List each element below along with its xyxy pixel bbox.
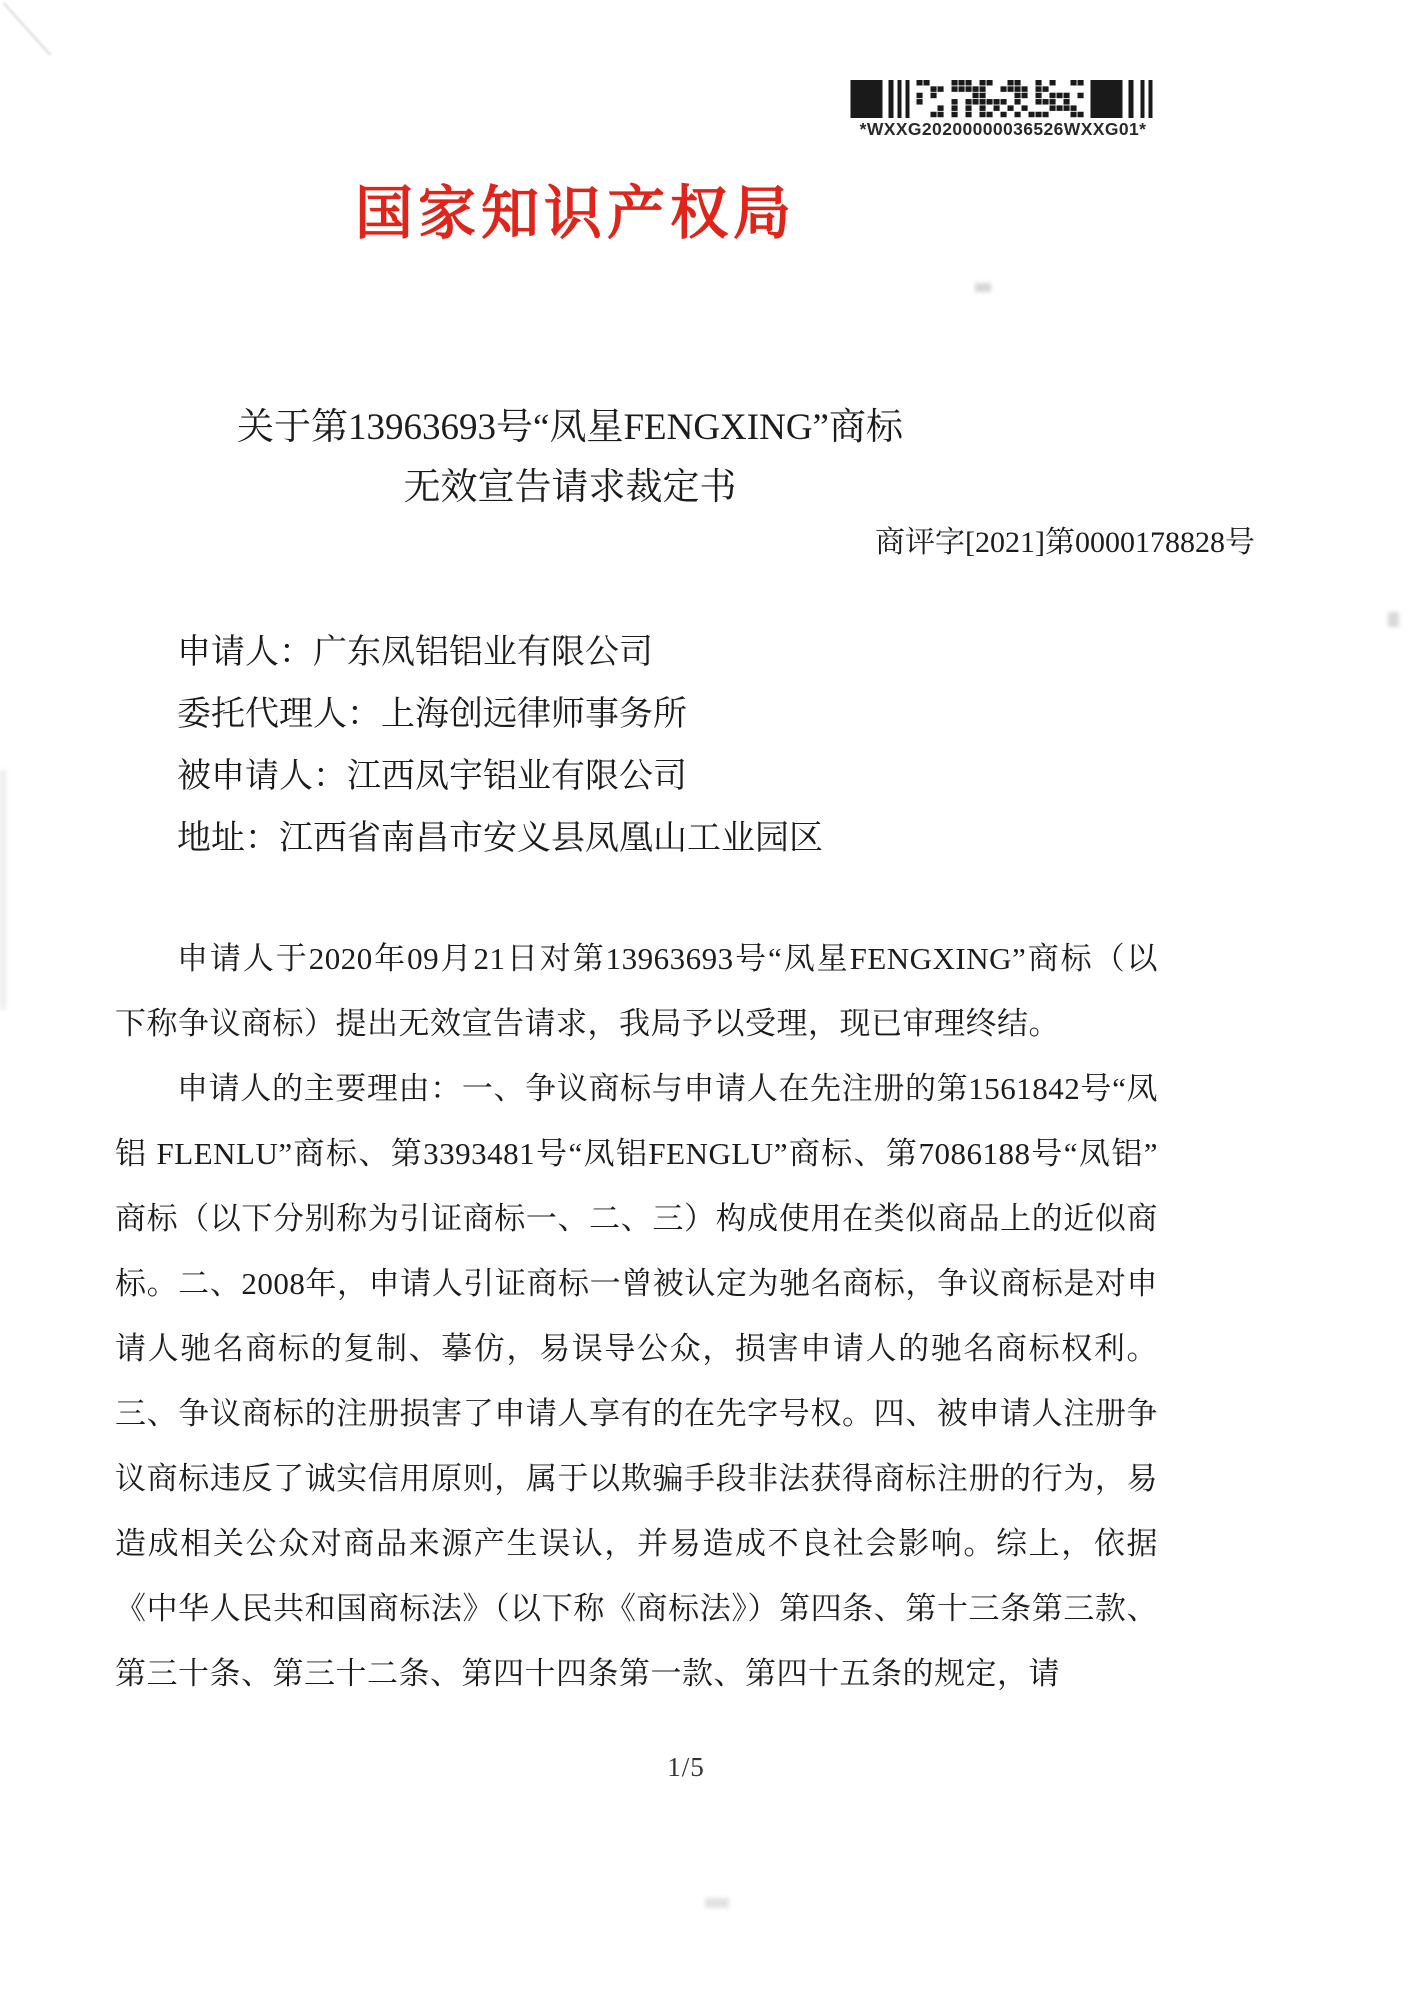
doc-title-line1: 关于第13963693号“凤星FENGXING”商标 (237, 407, 903, 448)
page-number: 1/5 (667, 1752, 705, 1782)
doc-title-line2: 无效宣告请求裁定书 (403, 467, 737, 508)
barcode (849, 80, 1157, 140)
party-agent: 委托代理人：上海创远律师事务所 (177, 696, 687, 733)
scan-artifact-smudge (0, 770, 6, 1010)
party-address: 地址：江西省南昌市安义县凤凰山工业园区 (177, 820, 823, 857)
paragraph-applicant-grounds: 申请人的主要理由：一、争议商标与申请人在先注册的第1561842号“凤铝 FLENLU”商标、第3393481号“凤铝FENGLU”商标、第7086188号“凤铝”商标（以下分别称为引证商标一、二、三）构成使用在类似商品上的近似商标。二、2008年，申请人引证商标一曾被认定为驰名商标，争议商标是对申请人驰名商标的复制、摹仿，易误导公众，损害申请人的驰名商标权利。三、争议商标的注册损害了申请人享有的在先字号权。四、被申请人注册争议商标违反了诚实信用原则，属于以欺骗手段非法获得商标注册的行为，易造成相关公众对商品来源产生误认，并易造成不良社会影响。综上，依据《中华人民共和国商标法》（以下称《商标法》）第四条、第十三条第三款、第三十条、第三十二条、第四十四条第一款、第四十五条的规定，请 (115, 1071, 1158, 1691)
party-respondent: 被申请人：江西凤宇铝业有限公司 (177, 758, 687, 795)
scan-artifact-mark (705, 1898, 729, 1908)
party-applicant: 申请人：广东凤铝铝业有限公司 (177, 634, 653, 671)
reference-number: 商评字[2021]第0000178828号 (875, 526, 1255, 559)
barcode-image (849, 80, 1157, 118)
agency-title: 国家知识产权局 (355, 181, 797, 246)
scan-artifact-scratch (3, 2, 51, 55)
paragraph-filing: 申请人于2020年09月21日对第13963693号“凤星FENGXING”商标（以下称争议商标）提出无效宣告请求，我局予以受理，现已审理终结。 (115, 941, 1158, 1041)
barcode-dots (917, 80, 1084, 117)
doc-title (0, 398, 1140, 518)
scan-artifact-mark (1388, 612, 1399, 627)
barcode-text: *WXXG20200000036526WXXG01* (859, 119, 1147, 139)
document-body (115, 622, 1158, 1732)
scan-artifact-mark (975, 283, 991, 292)
